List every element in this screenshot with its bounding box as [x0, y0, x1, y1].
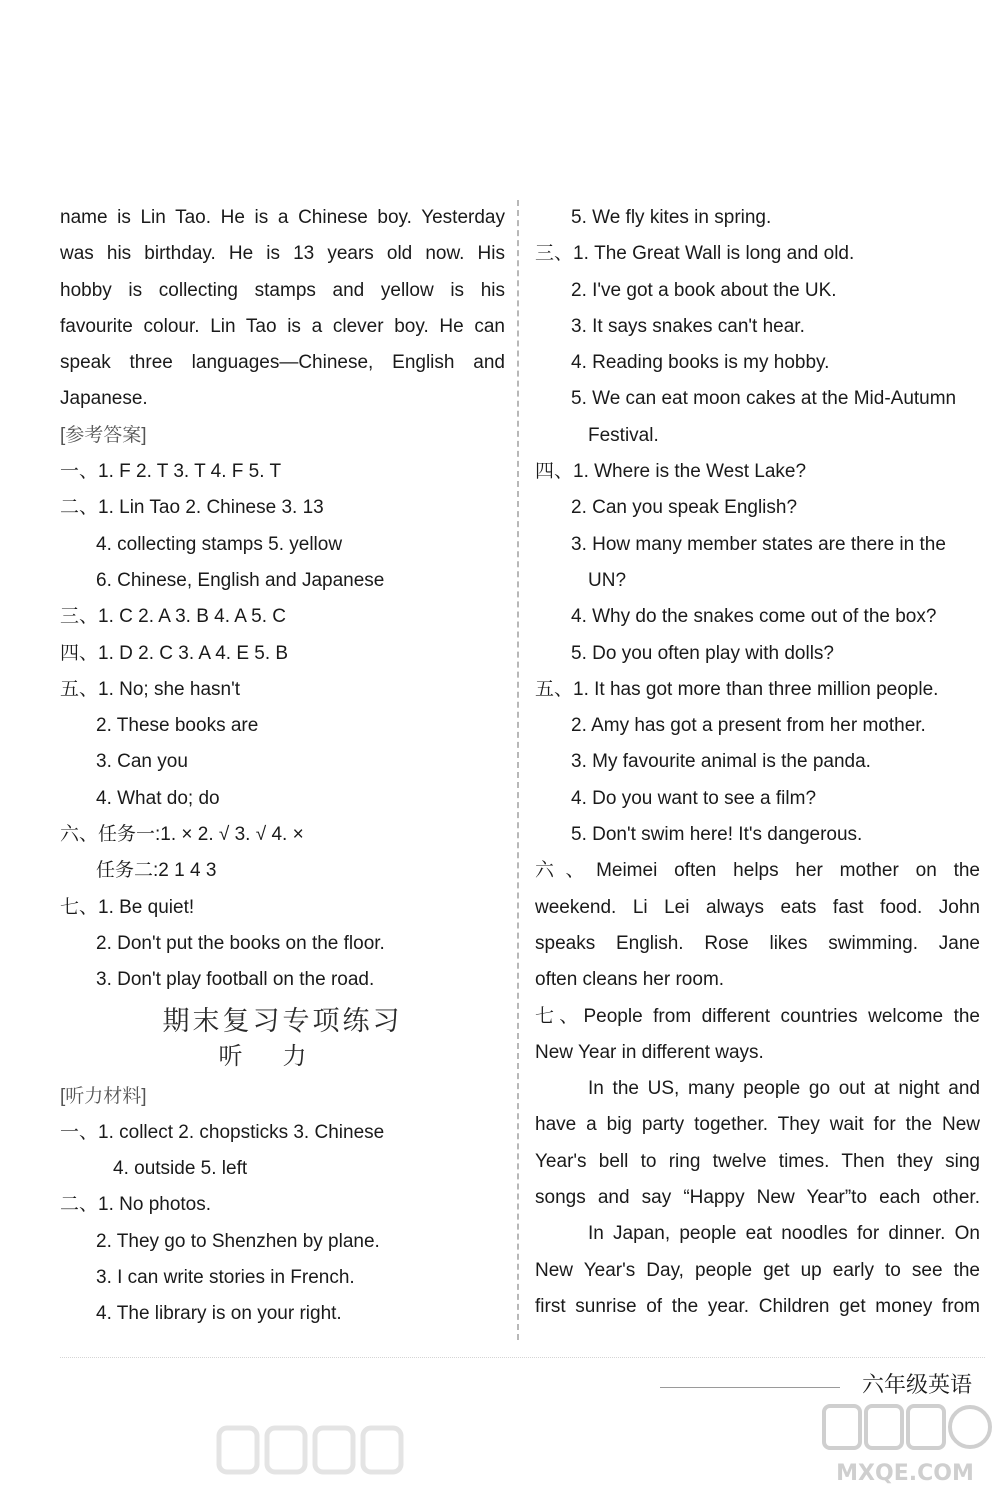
answer-line: 4. What do; do: [96, 787, 220, 809]
answer-line: 2. Can you speak English?: [571, 497, 798, 519]
answer-line: 2. I've got a book about the UK.: [571, 279, 837, 301]
intro-line: Japanese.: [60, 388, 148, 410]
answer-line: 2. These books are: [96, 715, 259, 737]
passage-line: In Japan, people eat noodles for dinner. On: [588, 1223, 980, 1245]
answer-line: 4. Do you want to see a film?: [571, 787, 817, 809]
answer-line: 任务二:2 1 4 3: [96, 860, 217, 882]
footer-label: 六年级英语: [862, 1373, 973, 1398]
listening-line: 4. The library is on your right.: [96, 1303, 342, 1325]
footer-rule: [60, 1357, 985, 1358]
section-subtitle: 听力: [218, 1042, 347, 1070]
listening-line: 3. I can write stories in French.: [96, 1267, 355, 1289]
right-column: [535, 200, 980, 1325]
answer-line: 四、1. D 2. C 3. A 4. E 5. B: [60, 642, 289, 664]
answer-line: Festival.: [588, 424, 659, 446]
faint-watermark: [215, 1420, 405, 1480]
faint-watermark-graphic: [215, 1420, 405, 1480]
answer-line: 6. Chinese, English and Japanese: [96, 569, 385, 591]
answer-line: 4. Reading books is my hobby.: [571, 352, 830, 374]
passage-line: first sunrise of the year. Children get money from: [535, 1295, 980, 1317]
left-column: [60, 200, 505, 1333]
intro-line: was his birthday. He is 13 years old now. His: [60, 243, 505, 265]
listening-line: 2. They go to Shenzhen by plane.: [96, 1230, 380, 1252]
answer-line: 5. Don't swim here! It's dangerous.: [571, 824, 863, 846]
answer-line: 七、1. Be quiet!: [60, 896, 195, 918]
answer-line: 3. How many member states are there in the: [571, 533, 946, 555]
answer-line: 5. We can eat moon cakes at the Mid-Autumn: [571, 388, 957, 410]
answer-line: 五、1. It has got more than three million people.: [535, 678, 939, 700]
answer-line: 2. Amy has got a present from her mother.: [571, 715, 926, 737]
intro-line: speak three languages—Chinese, English and: [60, 352, 505, 374]
answer-line: 一、1. F 2. T 3. T 4. F 5. T: [60, 461, 282, 483]
answer-line: 六、任务一:1. × 2. √ 3. √ 4. ×: [60, 824, 304, 846]
listening-line: 4. outside 5. left: [113, 1158, 248, 1180]
answer-line: 3. My favourite animal is the panda.: [571, 751, 871, 773]
passage-line: Year's bell to ring twelve times. Then they sing: [535, 1150, 980, 1172]
answer-line: 3. It says snakes can't hear.: [571, 315, 805, 337]
answer-line: 2. Don't put the books on the floor.: [96, 932, 385, 954]
answer-line: 3. Can you: [96, 751, 188, 773]
passage-line: In the US, many people go out at night and: [588, 1078, 980, 1100]
answer-line: 三、1. C 2. A 3. B 4. A 5. C: [60, 606, 287, 628]
passage-line: New Year's Day, people get up early to see the: [535, 1259, 980, 1281]
section-title: 期末复习专项练习: [162, 1005, 403, 1036]
intro-line: name is Lin Tao. He is a Chinese boy. Yesterday: [60, 207, 505, 228]
passage-line: weekend. Li Lei always eats fast food. John: [535, 896, 980, 918]
answer-line: 5. We fly kites in spring.: [571, 207, 772, 228]
passage-line: 六、Meimei often helps her mother on the: [535, 860, 980, 882]
answer-line: 5. Do you often play with dolls?: [571, 642, 834, 664]
answer-line: 4. Why do the snakes come out of the box?: [571, 606, 937, 628]
answer-line: 二、1. Lin Tao 2. Chinese 3. 13: [60, 497, 324, 519]
passage-line: speaks English. Rose likes swimming. Jane: [535, 932, 980, 954]
site-watermark: [818, 1400, 993, 1490]
answer-line: 四、1. Where is the West Lake?: [535, 461, 807, 483]
watermark-site-text: MXQE.COM: [836, 1461, 974, 1486]
passage-line: songs and say “Happy New Year”to each other.: [535, 1187, 980, 1209]
answer-line: UN?: [588, 569, 627, 591]
column-divider: [517, 200, 519, 1340]
answer-line: 五、1. No; she hasn't: [60, 678, 240, 700]
passage-line: New Year in different ways.: [535, 1041, 764, 1063]
listening-line: 二、1. No photos.: [60, 1194, 212, 1216]
listening-line: 一、1. collect 2. chopsticks 3. Chinese: [60, 1121, 385, 1143]
passage-line: have a big party together. They wait for the New: [535, 1114, 980, 1136]
answers-heading: [参考答案]: [60, 424, 147, 446]
footer-line: [660, 1387, 840, 1388]
answer-line: 4. collecting stamps 5. yellow: [96, 533, 343, 555]
passage-line: often cleans her room.: [535, 969, 725, 991]
answer-line: 3. Don't play football on the road.: [96, 969, 375, 991]
passage-line: 七、People from different countries welcome the: [535, 1005, 980, 1027]
intro-line: hobby is collecting stamps and yellow is his: [60, 279, 505, 301]
intro-line: favourite colour. Lin Tao is a clever boy. He can: [60, 315, 505, 337]
answer-line: 三、1. The Great Wall is long and old.: [535, 243, 855, 265]
listening-heading: [听力材料]: [60, 1085, 147, 1107]
site-watermark-logo: [818, 1400, 993, 1490]
